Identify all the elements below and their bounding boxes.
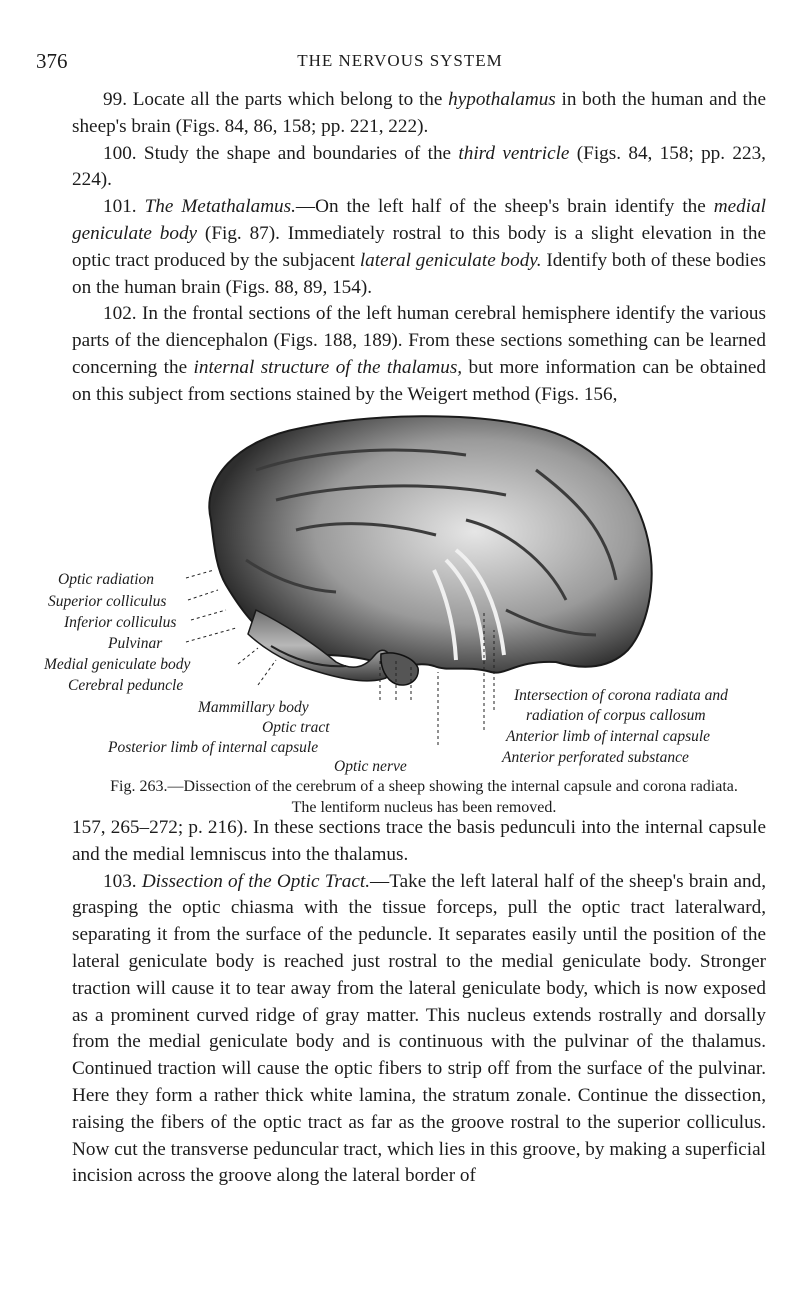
paragraph-101: 101. The Metathalamus.—On the left half of the sheep's brain identify the medial geniculate body (Fig. 87). Immediately rostral to this body is a slight elevation in the optic tract produced by the subjacent lateral geniculate body. Identify both of these bodies on the human brain (Figs. 88, 89, 154). — [72, 196, 766, 298]
label-medial-geniculate-body: Medial geniculate body — [44, 656, 191, 673]
label-intersection-corona-radiata: Intersection of corona radiata and — [514, 687, 728, 704]
page-header — [36, 49, 764, 79]
page-number: 376 — [36, 49, 68, 73]
label-mammillary-body: Mammillary body — [198, 699, 309, 716]
paragraph-continuation: 157, 265–272; p. 216). In these sections trace the basis pedunculi into the internal capsule and the medial lemniscus into the thalamus. — [72, 817, 766, 865]
paragraph-103: 103. Dissection of the Optic Tract.—Take the left lateral half of the sheep's brain and, grasping the optic chiasma with the tissue forceps, pull the optic tract lateralward, separating it from the surface of the peduncle. It separates easily until the position of the lateral geniculate body is reached just rostral to the medial geniculate body. Stronger traction will cause it to tear away from the lateral geniculate body, which is now exposed as a prominent curved ridge of gray matter. This nucleus extends rostrally and dorsally from the medial geniculate body and is continuous with the pulvinar of the thalamus. Continued traction will cause the optic fibers to strip off from the surface of the pulvinar. Here they form a rather thick white lamina, the stratum zonale. Continue the dissection, raising the fibers of the optic tract as far as the groove rostral to the superior colliculus. Now cut the transverse peduncular tract, which lies in this groove, by making a superficial incision across the groove along the lateral border of — [72, 870, 766, 1187]
figure-263 — [36, 410, 772, 775]
label-inferior-colliculus: Inferior colliculus — [64, 614, 177, 631]
label-anterior-perforated-substance: Anterior perforated substance — [502, 749, 689, 766]
label-optic-tract: Optic tract — [262, 719, 330, 736]
paragraph-99: 99. Locate all the parts which belong to the hypothalamus in both the human and the sheep's brain (Figs. 84, 86, 158; pp. 221, 222). — [72, 89, 766, 137]
text-block-bottom — [72, 815, 766, 1190]
label-radiation-corpus-callosum: radiation of corpus callosum — [526, 707, 706, 724]
running-head: THE NERVOUS SYSTEM — [297, 51, 503, 70]
label-posterior-limb-internal-capsule: Posterior limb of internal capsule — [108, 739, 319, 756]
label-cerebral-peduncle: Cerebral peduncle — [68, 677, 184, 694]
brain-dissection-illustration — [36, 410, 772, 775]
label-optic-nerve: Optic nerve — [334, 758, 407, 775]
label-anterior-limb-internal-capsule: Anterior limb of internal capsule — [506, 728, 711, 745]
paragraph-102: 102. In the frontal sections of the left human cerebral hemisphere identify the various parts of the diencephalon (Figs. 188, 189). From these sections something can be learned concerning the internal structure of the thalamus, but more information can be obtained on this subject from sections stained by the Weigert method (Figs. 156, — [72, 303, 766, 405]
label-pulvinar: Pulvinar — [108, 635, 163, 652]
text-block-top — [72, 87, 766, 409]
caption-line-1: Fig. 263.—Dissection of the cerebrum of a sheep showing the internal capsule and corona radiata. — [110, 778, 738, 795]
paragraph-100: 100. Study the shape and boundaries of the third ventricle (Figs. 84, 158; pp. 223, 224). — [72, 142, 766, 191]
label-optic-radiation: Optic radiation — [58, 571, 155, 588]
caption-line-2: The lentiform nucleus has been removed. — [291, 799, 557, 816]
label-superior-colliculus: Superior colliculus — [48, 593, 167, 610]
figure-caption — [74, 776, 774, 818]
